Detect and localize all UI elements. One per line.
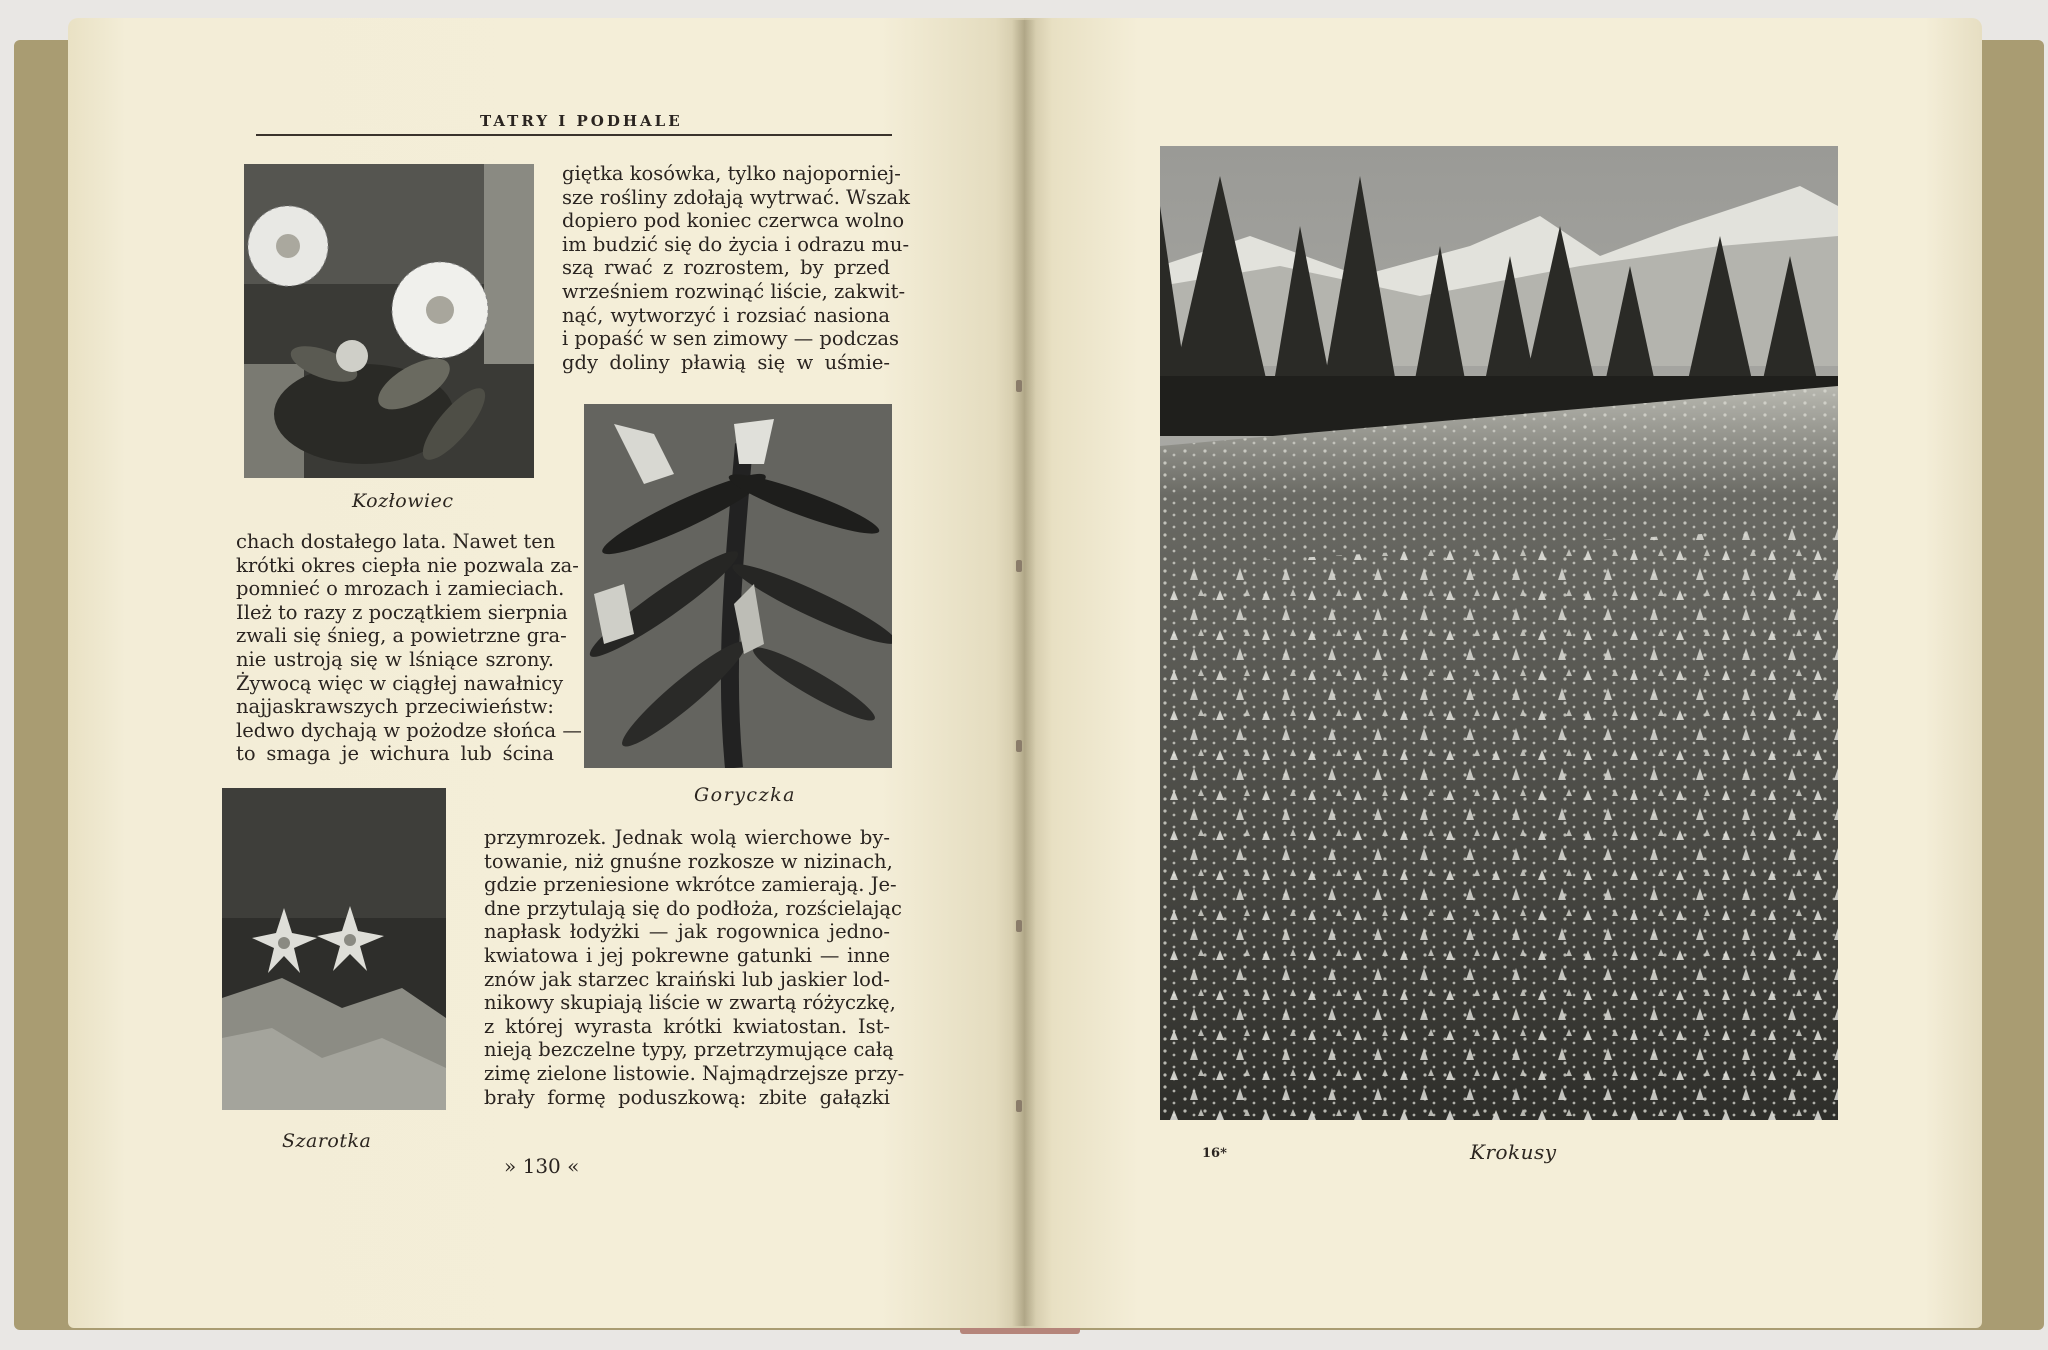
text-line: szą rwać z rozrostem, by przed — [562, 256, 890, 280]
book-gutter — [1012, 20, 1036, 1326]
text-line: kwiatowa i jej pokrewne gatunki — inne — [484, 943, 890, 967]
text-line: Żywocą więc w ciągłej nawałnicy — [236, 671, 564, 695]
text-line: przymrozek. Jednak wolą wierchowe by- — [484, 826, 890, 849]
text-line: nąć, wytworzyć i rozsiać nasiona — [562, 303, 890, 327]
text-line: wrześniem rozwinąć liście, zakwit- — [562, 279, 906, 303]
binding-stitch — [1016, 1100, 1022, 1112]
running-head: TATRY I PODHALE — [480, 112, 683, 130]
text-block-top — [562, 162, 910, 374]
text-line: krótki okres ciepła nie pozwala za- — [236, 553, 579, 577]
text-line: zwali się śnieg, a powietrzne gra- — [236, 624, 567, 648]
caption-szarotka: Szarotka — [282, 1130, 372, 1152]
photo-krokusy — [1160, 146, 1838, 1120]
text-line: towanie, niż gnuśne rozkosze w nizinach, — [484, 849, 893, 873]
caption-goryczka: Goryczka — [694, 784, 796, 806]
text-block-bottom — [484, 826, 905, 1109]
caption-kozlowiec: Kozłowiec — [352, 490, 454, 512]
text-line: dopiero pod koniec czerwca wolno — [562, 209, 905, 233]
text-line: napłask łodyżki — jak rogownica jedno- — [484, 920, 890, 944]
text-line: i popaść w sen zimowy — podczas — [562, 327, 899, 351]
binding-stitch — [1016, 560, 1022, 572]
text-line: pomnieć o mrozach i zamieciach. — [236, 577, 565, 601]
signature-mark: 16* — [1202, 1146, 1227, 1161]
header-rule — [256, 134, 892, 136]
text-line: z której wyrasta krótki kwiatostan. Ist- — [484, 1014, 890, 1038]
text-line: gdy doliny pławią się w uśmie- — [562, 350, 890, 374]
text-block-middle — [236, 530, 582, 766]
text-line: nikowy skupiają liście w zwartą różyczkę, — [484, 991, 896, 1015]
text-line: nie ustroją się w lśniące szrony. — [236, 647, 554, 671]
text-line: znów jak starzec kraiński lub jaskier lod- — [484, 967, 890, 991]
text-line: im budzić się do życia i odrazu mu- — [562, 232, 910, 256]
text-line: chach dostałego lata. Nawet ten — [236, 530, 556, 553]
binding-stitch — [1016, 740, 1022, 752]
page-number: » 130 « — [504, 1154, 580, 1178]
text-line: giętka kosówka, tylko najoporniej- — [562, 162, 901, 185]
caption-krokusy: Krokusy — [1470, 1140, 1557, 1164]
text-line: ledwo dychają w pożodze słońca — — [236, 718, 582, 742]
text-line: zimę zielone listowie. Najmądrzejsze przy- — [484, 1061, 905, 1085]
photo-szarotka — [222, 788, 446, 1110]
text-line: gdzie przeniesione wkrótce zamierają. Je- — [484, 873, 897, 897]
text-line: dne przytulają się do podłoża, rozścielając — [484, 896, 902, 920]
text-line: brały formę poduszkową: zbite gałązki — [484, 1085, 890, 1109]
photo-goryczka — [584, 404, 892, 768]
text-line: nieją bezczelne typy, przetrzymujące całą — [484, 1038, 894, 1062]
text-line: to smaga je wichura lub ścina — [236, 742, 554, 766]
binding-stitch — [1016, 920, 1022, 932]
binding-stitch — [1016, 380, 1022, 392]
text-line: najjaskrawszych przeciwieństw: — [236, 695, 554, 719]
text-line: Ileż to razy z początkiem sierpnia — [236, 600, 568, 624]
text-line: sze rośliny zdołają wytrwać. Wszak — [562, 185, 910, 209]
photo-kozlowiec — [244, 164, 534, 478]
